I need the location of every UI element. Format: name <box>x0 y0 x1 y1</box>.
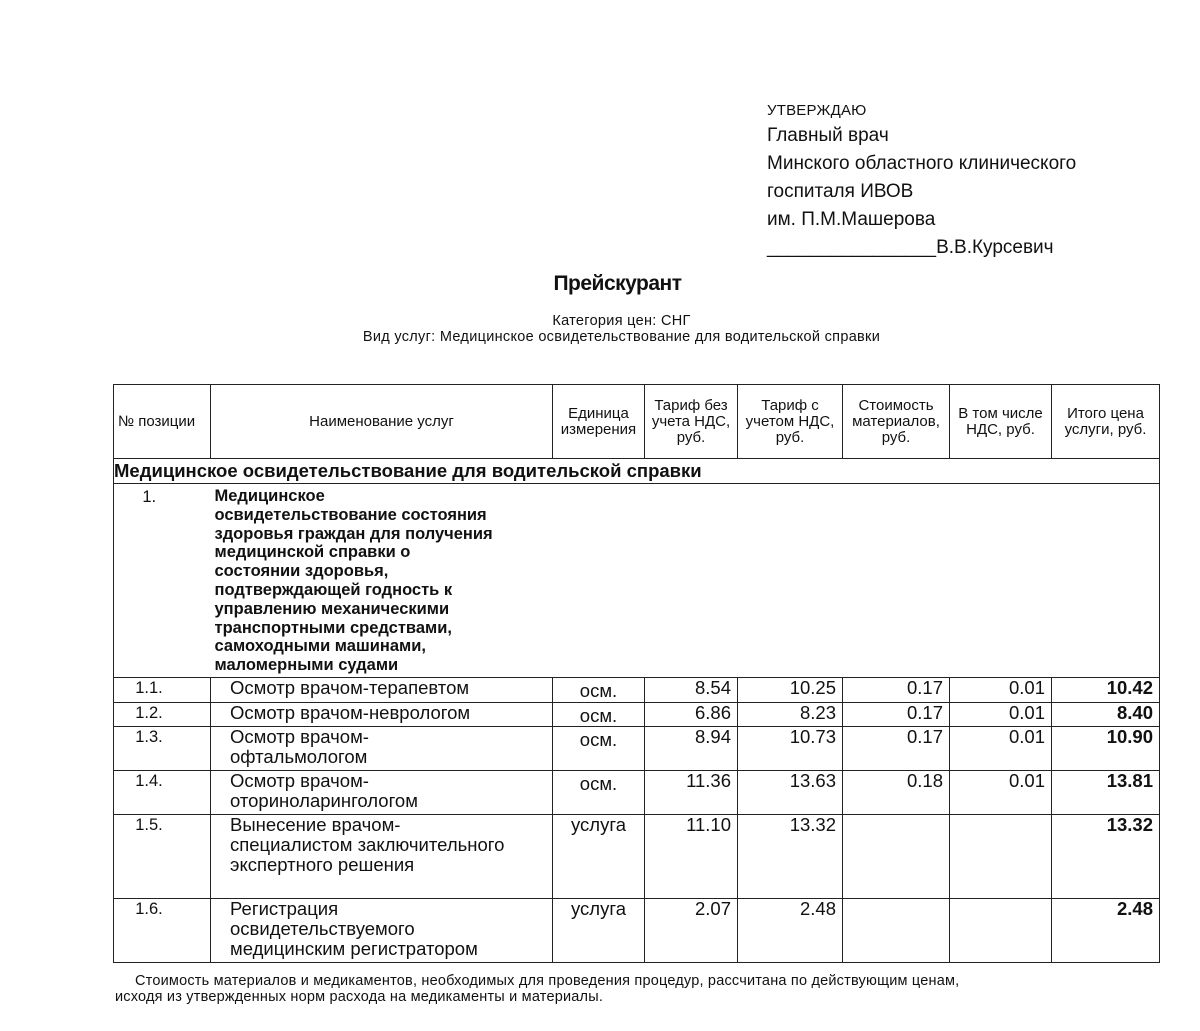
row-materials-vat <box>950 899 1052 963</box>
table-row <box>114 815 1160 899</box>
row-tariff-vat: 13.32 <box>738 815 843 899</box>
row-tariff-vat: 2.48 <box>738 899 843 963</box>
row-materials-vat: 0.01 <box>950 703 1052 727</box>
service-type: Вид услуг: Медицинское освидетельствование для водительской справки <box>362 329 881 345</box>
price-table <box>113 384 1160 963</box>
row-unit: осм. <box>553 678 645 703</box>
approval-line: Минского областного клинического <box>767 153 1077 174</box>
header-row <box>114 385 1160 459</box>
row-tariff-no-vat: 11.36 <box>645 771 738 815</box>
header-unit: Единица измерения <box>553 385 645 459</box>
row-position: 1.4. <box>114 771 211 815</box>
row-tariff-no-vat: 8.94 <box>645 727 738 771</box>
section-row <box>114 459 1160 484</box>
header-name: Наименование услуг <box>211 385 553 459</box>
header-tariff-no-vat: Тариф без учета НДС, руб. <box>645 385 738 459</box>
row-tariff-vat: 10.25 <box>738 678 843 703</box>
row-unit: услуга <box>553 815 645 899</box>
header-materials: Стоимость материалов, руб. <box>843 385 950 459</box>
row-total: 13.32 <box>1052 815 1160 899</box>
row-unit: осм. <box>553 703 645 727</box>
row-total: 2.48 <box>1052 899 1160 963</box>
row-tariff-vat: 8.23 <box>738 703 843 727</box>
header-total: Итого цена услуги, руб. <box>1052 385 1160 459</box>
footnote-line: Стоимость материалов и медикаментов, необходимых для проведения процедур, рассчитана по действующим ценам, <box>135 973 960 989</box>
approval-block <box>767 100 1187 262</box>
table-row <box>114 703 1160 727</box>
row-materials-vat <box>950 815 1052 899</box>
row-name: Осмотр врачом-терапевтом <box>211 678 553 703</box>
header-position: № позиции <box>114 385 211 459</box>
row-name: Осмотр врачом-офтальмологом <box>211 727 553 771</box>
row-position: 1.2. <box>114 703 211 727</box>
header-materials-vat: В том числе НДС, руб. <box>950 385 1052 459</box>
approval-signature: ________________В.В.Курсевич <box>767 237 1054 258</box>
row-materials <box>843 899 950 963</box>
row-position: 1.6. <box>114 899 211 963</box>
footnote-line: исходя из утвержденных норм расхода на медикаменты и материалы. <box>115 989 604 1005</box>
row-materials-vat: 0.01 <box>950 678 1052 703</box>
row-materials <box>843 815 950 899</box>
row-unit: услуга <box>553 899 645 963</box>
approval-heading: УТВЕРЖДАЮ <box>767 102 867 119</box>
row-unit: осм. <box>553 771 645 815</box>
row-total: 10.90 <box>1052 727 1160 771</box>
price-category: Категория цен: СНГ <box>552 313 691 329</box>
header-tariff-vat: Тариф с учетом НДС, руб. <box>738 385 843 459</box>
row-position: 1.5. <box>114 815 211 899</box>
approval-line: им. П.М.Машерова <box>767 209 936 230</box>
row-materials: 0.17 <box>843 678 950 703</box>
approval-line: госпиталя ИВОВ <box>767 181 914 202</box>
row-materials-vat: 0.01 <box>950 727 1052 771</box>
row-total: 8.40 <box>1052 703 1160 727</box>
row-unit: осм. <box>553 727 645 771</box>
main-item-name: Медицинское освидетельствование состояния здоровья граждан для получения медицинской справки о состоянии здоровья, подтверждающей годность к управлению механическими транспортными средствами, самоходными машинами, маломерными судами <box>211 484 1160 678</box>
row-tariff-vat: 13.63 <box>738 771 843 815</box>
row-tariff-no-vat: 6.86 <box>645 703 738 727</box>
row-total: 13.81 <box>1052 771 1160 815</box>
row-name: Регистрация освидетельствуемого медицинским регистратором <box>211 899 553 963</box>
row-total: 10.42 <box>1052 678 1160 703</box>
row-tariff-no-vat: 11.10 <box>645 815 738 899</box>
row-tariff-vat: 10.73 <box>738 727 843 771</box>
table-row <box>114 727 1160 771</box>
row-materials-vat: 0.01 <box>950 771 1052 815</box>
row-materials: 0.17 <box>843 703 950 727</box>
main-item-position: 1. <box>114 484 211 678</box>
footnote <box>115 973 1195 1005</box>
table-row <box>114 899 1160 963</box>
row-tariff-no-vat: 8.54 <box>645 678 738 703</box>
row-materials: 0.17 <box>843 727 950 771</box>
row-position: 1.3. <box>114 727 211 771</box>
row-position: 1.1. <box>114 678 211 703</box>
table-row <box>114 771 1160 815</box>
row-name: Осмотр врачом-оториноларингологом <box>211 771 553 815</box>
table-row <box>114 678 1160 703</box>
row-materials: 0.18 <box>843 771 950 815</box>
main-item-row <box>114 484 1160 678</box>
section-title: Медицинское освидетельствование для водительской справки <box>114 459 1160 484</box>
row-name: Вынесение врачом-специалистом заключительного экспертного решения <box>211 815 553 899</box>
approval-line: Главный врач <box>767 125 889 146</box>
document-title: Прейскурант <box>553 272 682 295</box>
row-name: Осмотр врачом-неврологом <box>211 703 553 727</box>
row-tariff-no-vat: 2.07 <box>645 899 738 963</box>
